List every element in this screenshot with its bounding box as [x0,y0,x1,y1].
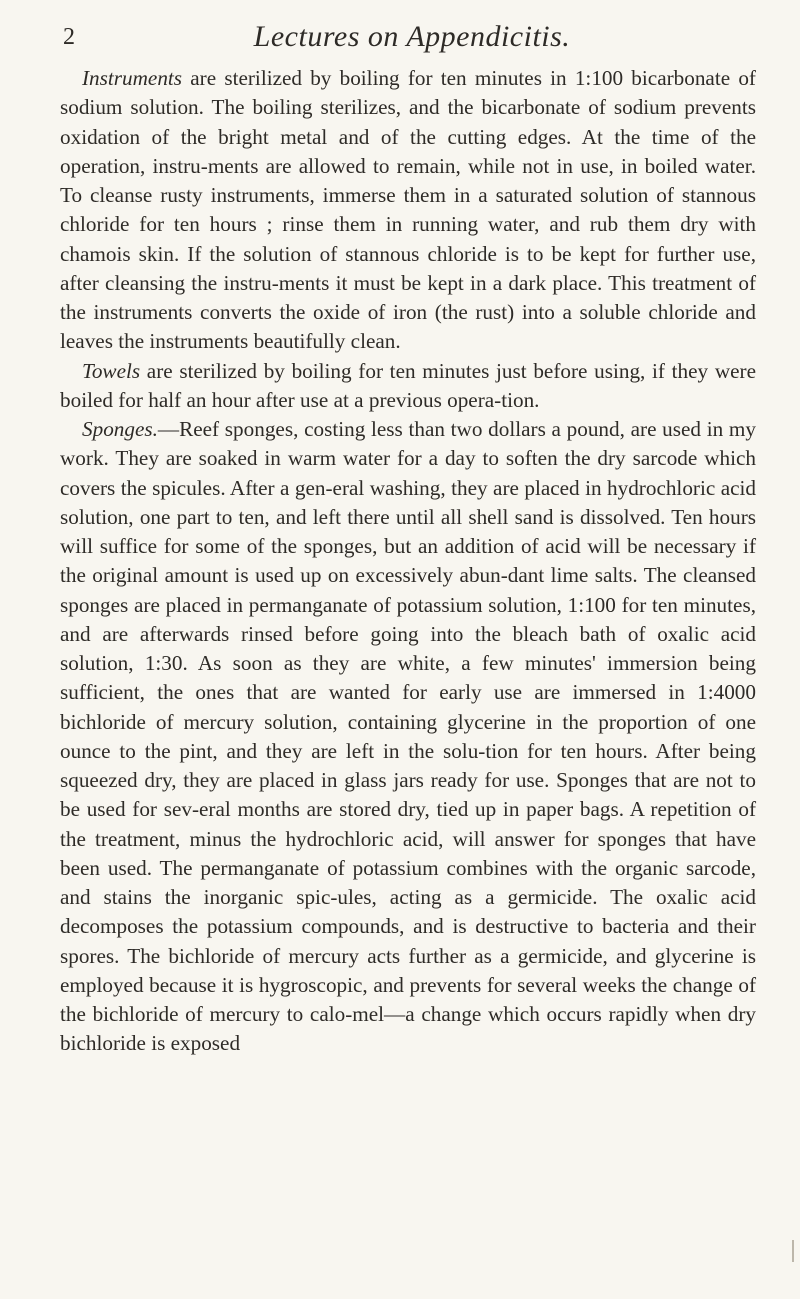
lead-sponges: Sponges. [82,417,158,441]
running-head [0,20,800,54]
body-text [60,64,756,1059]
page-number: 2 [63,24,75,50]
paragraph-towels [60,357,756,416]
text-instruments: are sterilized by boiling for ten minutes in 1:100 bicarbonate of sodium solution. The boiling sterilizes, and the bicarbonate of sodium prevents oxidation of the bright metal and of the cutting edges. At the time of the operation, instru-ments are allowed to remain, while not in use, in boiled water. To cleanse rusty instruments, immerse them in a saturated solution of stannous chloride for ten hours ; rinse them in running water, and rub them dry with chamois skin. If the solution of stannous chloride is to be kept for further use, after cleansing the instru-ments it must be kept in a dark place. This treatment of the instruments converts the oxide of iron (the rust) into a soluble chloride and leaves the instruments beautifully clean. [60,66,756,354]
lead-towels: Towels [82,358,141,383]
page-edge-mark [792,1240,794,1262]
text-sponges: —Reef sponges, costing less than two dollars a pound, are used in my work. They are soaked in warm water for a day to soften the dry sarcode which covers the spicules. After a gen-eral washing, they are placed in hydrochloric acid solution, one part to ten, and left there until all shell sand is dissolved. Ten hours will suffice for some of the sponges, but an addition of acid will be necessary if the original amount is used up on excessively abun-dant lime salts. The cleansed sponges are placed in permanganate of potassium solution, 1:100 for ten minutes, and are afterwards rinsed before going into the bleach bath of oxalic acid solution, 1:30. As soon as they are white, a few minutes' immersion being sufficient, the ones that are wanted for early use are immersed in 1:4000 bichloride of mercury solution, containing glycerine in the proportion of one ounce to the pint, and they are left in the solu-tion for ten hours. After being squeezed dry, they are placed in glass jars ready for use. Sponges that are not to be used for sev-eral months are stored dry, tied up in paper bags. A repetition of the treatment, minus the hydrochloric acid, will answer for sponges that have been used. The permanganate of potassium combines with the organic sarcode, and stains the inorganic spic-ules, acting as a germicide. The oxalic acid decomposes the potassium compounds, and is destructive to bacteria and their spores. The bichloride of mercury acts further as a germicide, and glycerine is employed because it is hygroscopic, and prevents for several weeks the change of the bichloride of mercury to calo-mel—a change which occurs rapidly when dry bichloride is exposed [60,417,756,1056]
paragraph-sponges [60,415,756,1059]
lead-instruments: Instruments [82,66,183,90]
text-towels: are sterilized by boiling for ten minutes just before using, if they were boiled for half an hour after use at a previous opera-tion. [60,358,756,412]
paragraph-instruments [60,64,756,357]
running-title: Lectures on Appendicitis. [253,20,571,53]
